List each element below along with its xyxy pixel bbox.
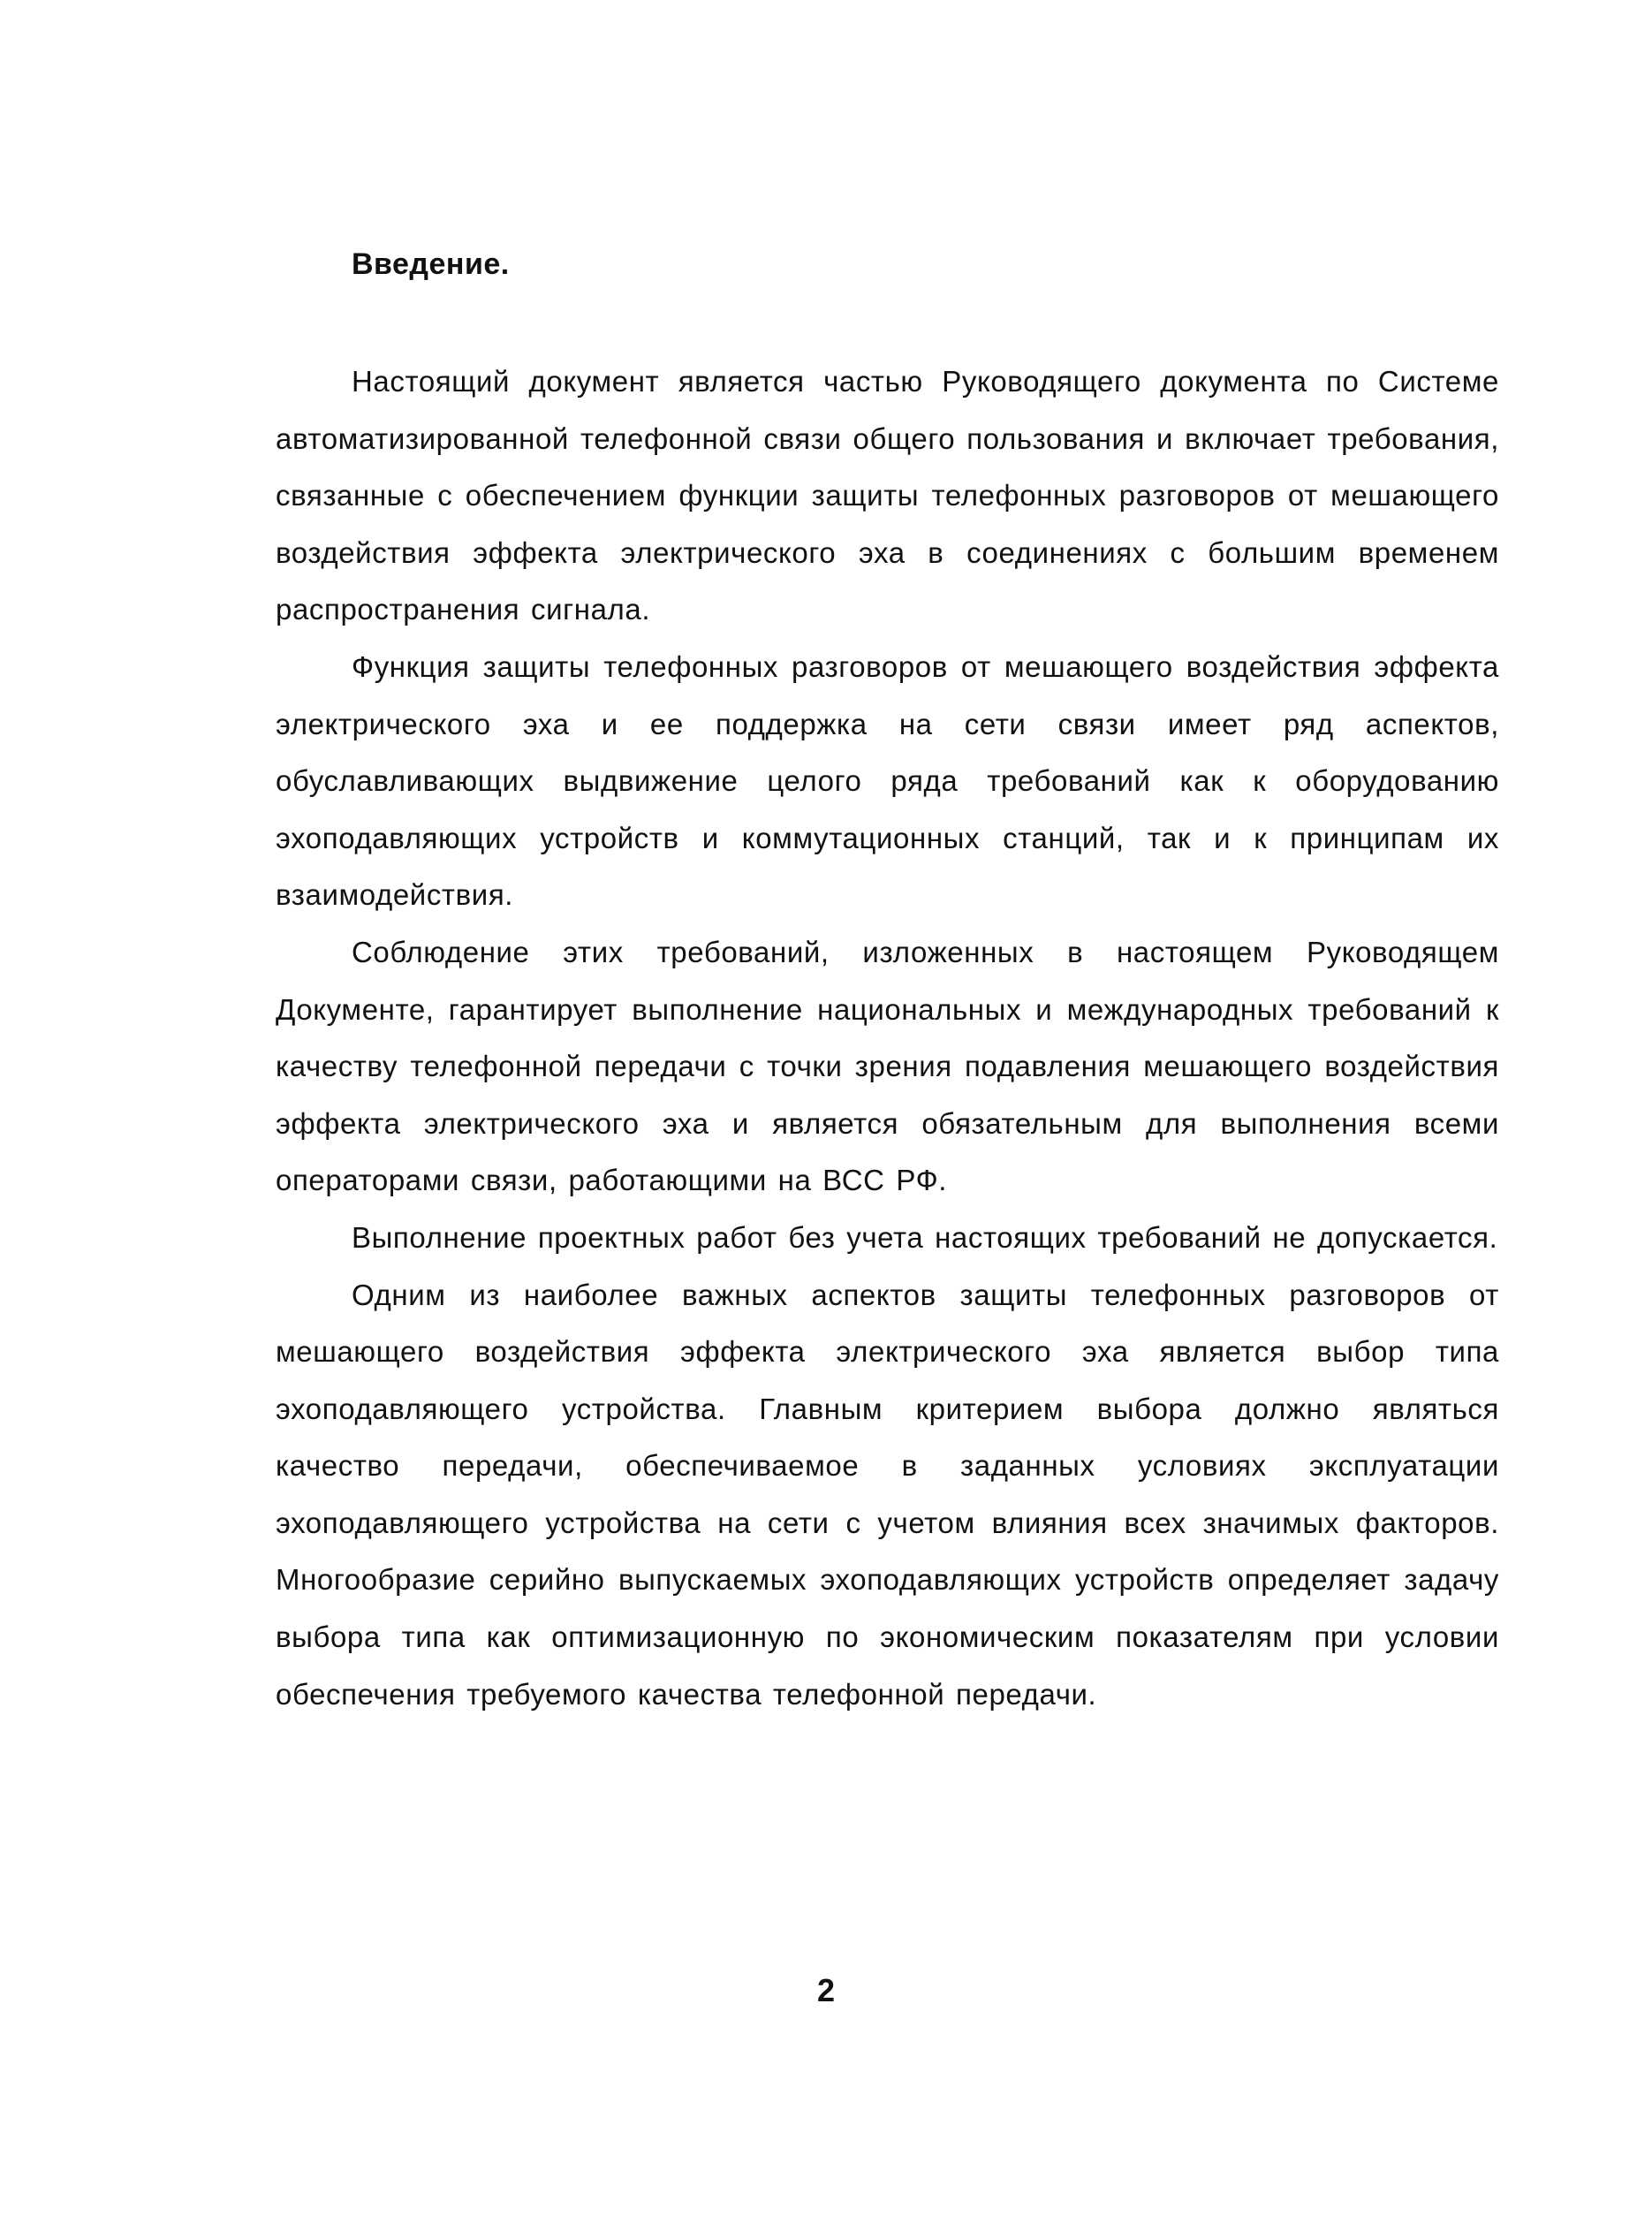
paragraph-requirements-compliance: Соблюдение этих требований, изложенных в настоящем Руководящем Документе, гарантирует выполнение национальных и международных требований к качеству телефонной передачи с точки зрения подавления мешающего воздействия эффекта электрического эха и является обязательным для выполнения всеми операторами связи, работающими на ВСС РФ. <box>276 935 1499 1197</box>
paragraph-echo-function: Функция защиты телефонных разговоров от мешающего воздействия эффекта электрического эха и ее поддержка на сети связи имеет ряд аспектов, обуславливающих выдвижение целого ряда требований как к оборудованию эхоподавляющих устройств и коммутационных станций, так и к принципам их взаимодействия. <box>276 649 1499 912</box>
document-body <box>276 353 1499 1723</box>
paragraph-intro: Настоящий документ является частью Руководящего документа по Системе автоматизированной телефонной связи общего пользования и включает требования, связанные с обеспечением функции защиты телефонных разговоров от мешающего воздействия эффекта электрического эха в соединениях с большим временем распространения сигнала. <box>276 365 1499 626</box>
section-heading: Введение. <box>352 247 510 281</box>
page-number: 2 <box>816 1972 836 2008</box>
paragraph-device-selection: Одним из наиболее важных аспектов защиты телефонных разговоров от мешающего воздействия эффекта электрического эха является выбор типа эхоподавляющего устройства. Главным критерием выбора должно являться качество передачи, обеспечиваемое в заданных условиях эксплуатации эхоподавляющего устройства на сети с учетом влияния всех значимых факторов. Многообразие серийно выпускаемых эхоподавляющих устройств определяет задачу выбора типа как оптимизационную по экономическим показателям при условии обеспечения требуемого качества телефонной передачи. <box>276 1278 1499 1711</box>
paragraph-design-works: Выполнение проектных работ без учета настоящих требований не допускается. <box>352 1220 1498 1254</box>
